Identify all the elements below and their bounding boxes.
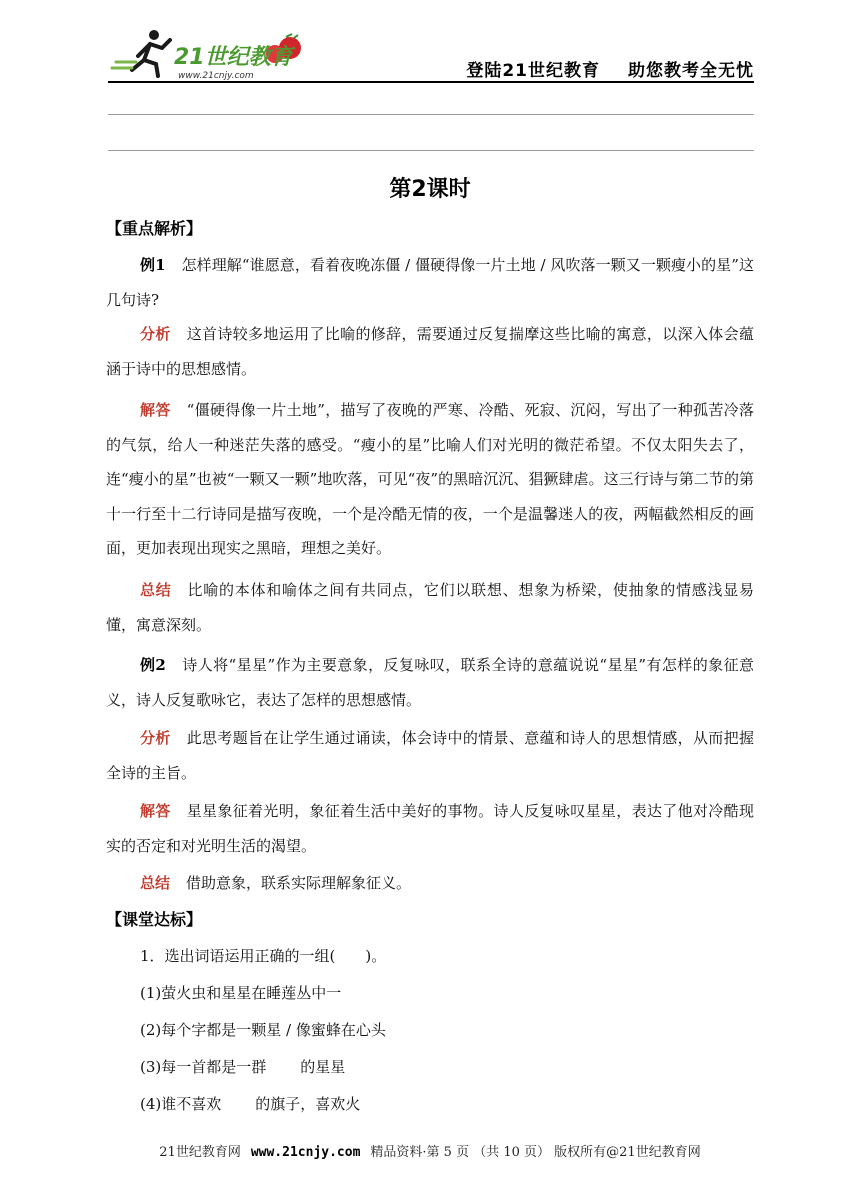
divider-line <box>108 114 754 115</box>
footer-page-info: 精品资料·第 5 页 （共 10 页） 版权所有@21世纪教育网 <box>370 1145 701 1160</box>
divider-line <box>108 150 754 151</box>
summary-label: 总结 <box>140 581 172 599</box>
practice-option: (1)萤火虫和星星在睡莲丛中一 <box>140 984 342 1002</box>
footer-site-url[interactable]: www.21cnjy.com <box>250 1145 361 1160</box>
header-rule <box>108 81 754 83</box>
summary-label: 总结 <box>140 874 171 892</box>
example1-summary: 总结 比喻的本体和喻体之间有共同点，它们以联想、想象为桥梁，使抽象的情感浅显易懂，寓意深刻。 <box>106 581 754 634</box>
example1-answer: 解答 “僵硬得像一片土地”，描写了夜晚的严寒、冷酷、死寂、沉闷，写出了一种孤苦冷落的气氛，给人一种迷茫失落的感受。“瘦小的星”比喻人们对光明的微茫希望。不仅太阳失去了，连“瘦小的星”也被“一颗又一颗”地吹落，可见“夜”的黑暗沉沉、猖獗肆虐。这三行诗与第二节的第十一行至十二行诗同是描写夜晚，一个是冷酷无情的夜，一个是温馨迷人的夜，两幅截然相反的画面，更加表现出现实之黑暗，理想之美好。 <box>106 401 754 557</box>
answer-label: 解答 <box>140 802 171 820</box>
analysis-label: 分析 <box>140 325 171 343</box>
example1-question: 例1 怎样理解“谁愿意，看着夜晚冻僵 / 僵硬得像一片土地 / 风吹落一颗又一颗瘦小的星”这几句诗? <box>106 256 754 309</box>
page-header <box>108 26 754 82</box>
answer-label: 解答 <box>140 401 171 419</box>
practice-option: (3)每一首都是一群 的星星 <box>140 1058 346 1076</box>
example2-analysis: 分析 此思考题旨在让学生通过诵读，体会诗中的情景、意蕴和诗人的思想情感，从而把握全诗的主旨。 <box>106 729 754 782</box>
slogan-login: 登陆21世纪教育 <box>466 61 600 81</box>
practice-option: (2)每个字都是一颗星 / 像蜜蜂在心头 <box>140 1021 386 1039</box>
section-heading-analysis: 【重点解析】 <box>106 219 203 238</box>
example2-answer: 解答 星星象征着光明，象征着生活中美好的事物。诗人反复咏叹星星，表达了他对冷酷现实的否定和对光明生活的渴望。 <box>106 802 754 855</box>
example-label: 例1 <box>140 256 166 274</box>
footer-site-name: 21世纪教育网 <box>159 1145 241 1160</box>
example1-analysis: 分析 这首诗较多地运用了比喻的修辞，需要通过反复揣摩这些比喻的寓意，以深入体会蕴涵于诗中的思想感情。 <box>106 325 754 378</box>
analysis-label: 分析 <box>140 729 171 747</box>
example2-question: 例2 诗人将“星星”作为主要意象，反复咏叹，联系全诗的意蕴说说“星星”有怎样的象征意义，诗人反复歌咏它，表达了怎样的思想感情。 <box>106 656 754 709</box>
logo-text: 21世纪教育 <box>174 45 293 70</box>
header-slogan <box>466 56 754 81</box>
practice-question-1: 1．选出词语运用正确的一组( )。 <box>140 947 387 965</box>
practice-option: (4)谁不喜欢 的旗子，喜欢火 <box>140 1095 361 1113</box>
page-title: 第2课时 <box>389 177 471 202</box>
logo-url: www.21cnjy.com <box>178 71 254 81</box>
slogan-motto: 助您教考全无忧 <box>628 61 754 81</box>
example2-summary: 总结 借助意象，联系实际理解象征义。 <box>140 874 412 892</box>
example-label: 例2 <box>140 656 166 674</box>
site-logo <box>108 26 308 82</box>
section-heading-practice: 【课堂达标】 <box>106 910 203 929</box>
running-figure-icon <box>112 30 170 76</box>
page-footer <box>0 1141 860 1160</box>
